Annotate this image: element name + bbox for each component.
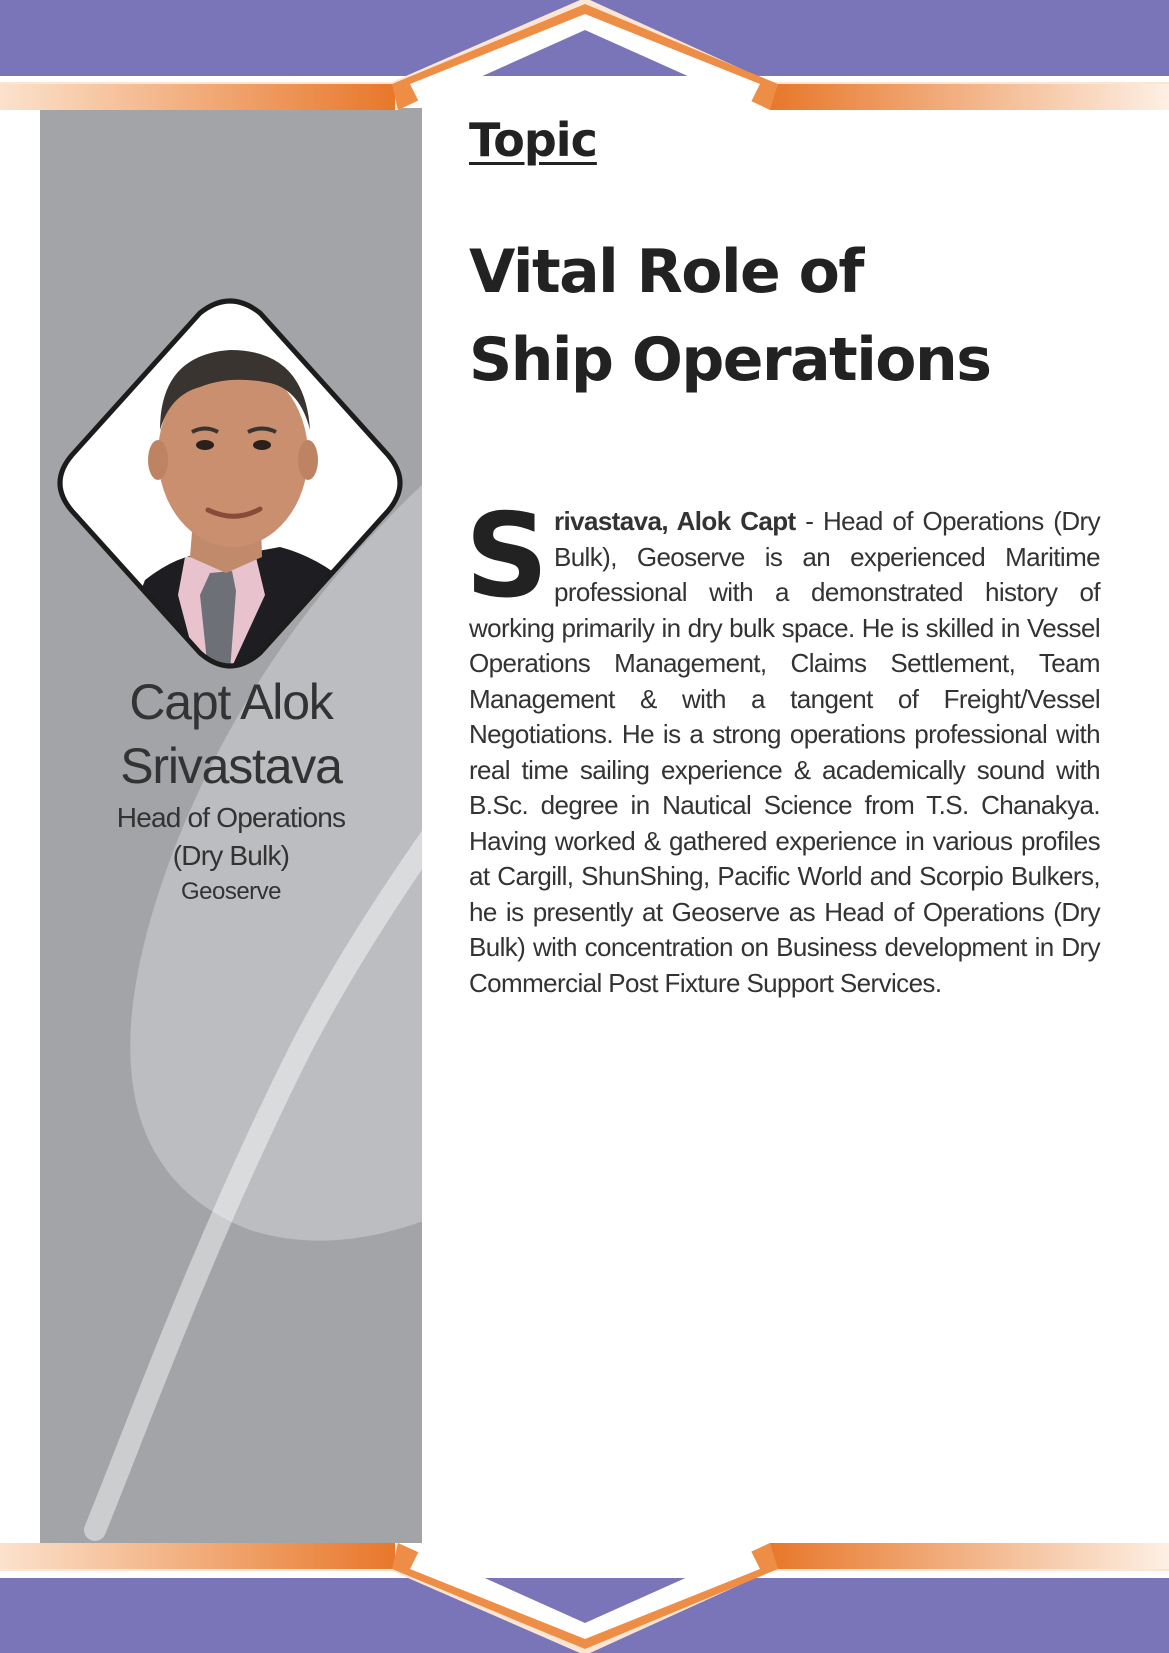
top-band — [0, 0, 1169, 115]
profile-photo — [50, 295, 410, 671]
bio-text: - Head of Operations (Dry Bulk), Geoserve is an experienced Maritime professional with a demonstrated history of working primarily in dry bulk space. He is skilled in Vessel Operations Management, Claims Settlement, Team Management & with a tangent of Freight/Vessel Negotiations. He is a strong operations professional with real time sailing experience & academically sound with B.Sc. degree in Nautical Science from T.S. Chanakya. Having worked & gathered experience in various profiles at Cargill, ShunShing, Pacific World and Scorpio Bulkers, he is presently at Geoserve as Head of Operations (Dry Bulk) with concentration on Business development in Dry Commercial Post Fixture Support Services. — [469, 506, 1100, 998]
article-title-line1: Vital Role of — [469, 237, 863, 307]
person-role-division: (Dry Bulk) — [172, 840, 290, 871]
article-title — [469, 228, 1109, 404]
topic-label: Topic — [469, 113, 597, 167]
bio-lead-name: rivastava, Alok Capt — [553, 506, 796, 536]
person-company: Geoserve — [180, 878, 282, 905]
bottom-band — [0, 1538, 1169, 1653]
article-title-line2: Ship Operations — [469, 325, 991, 395]
person-role: Head of Operations — [116, 802, 346, 833]
bio-drop-cap: S — [465, 489, 548, 624]
person-name-first: Capt Alok — [129, 674, 333, 730]
bio-paragraph — [465, 489, 1100, 1001]
person-name-last: Srivastava — [120, 738, 342, 794]
